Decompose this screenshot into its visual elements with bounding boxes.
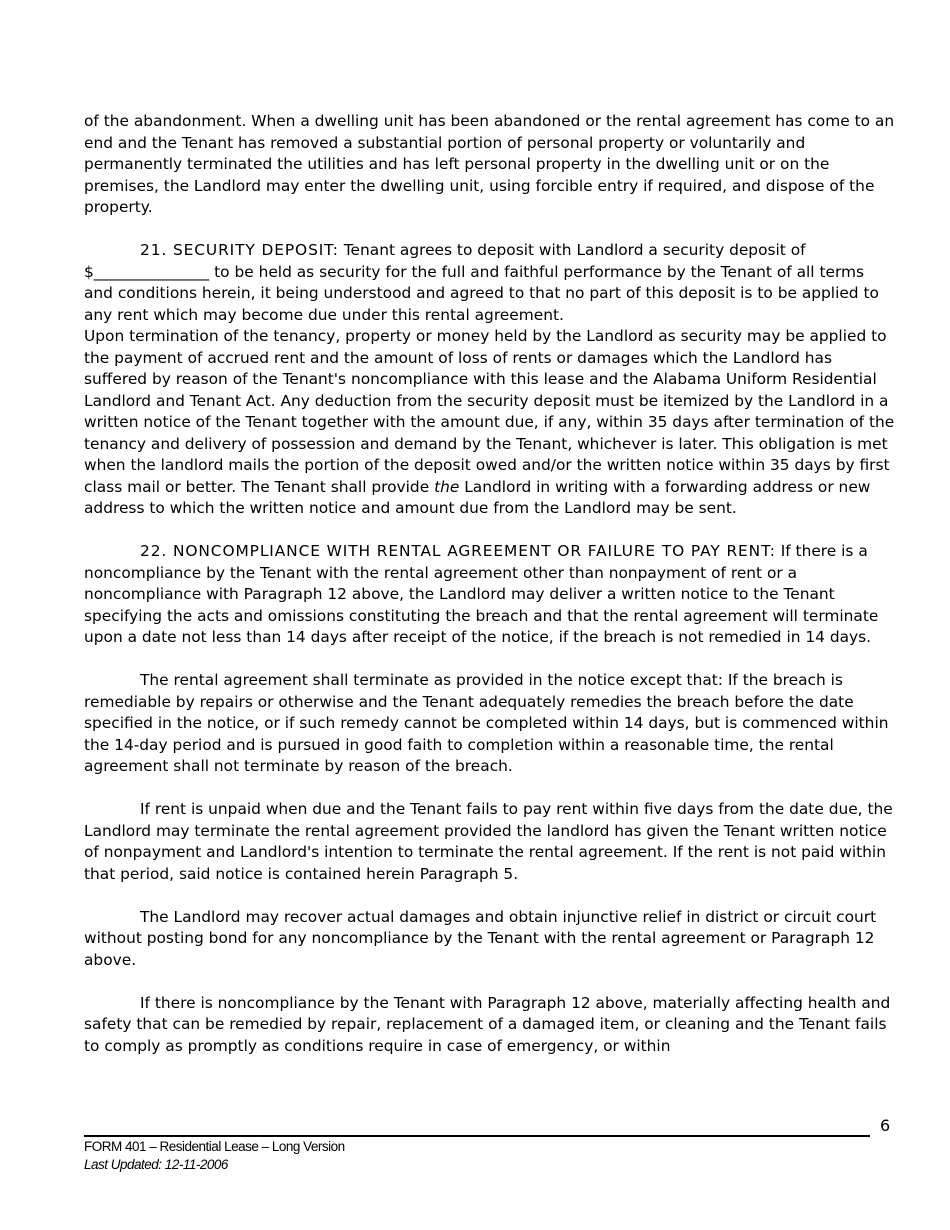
footer-last-updated: Last Updated: 12-11-2006 — [84, 1157, 228, 1172]
section-21-body: Upon termination of the tenancy, property or money held by the Landlord as security may be applied to the payment of accrued rent and the amount of loss of rents or damages which the Landlord has suffered by reason of the Tenant's noncompliance with this lease and the Alabama Uniform Residential Landlord and Tenant Act. Any deduction from the security deposit must be itemized by the Landlord in a written notice of the Tenant together with the amount due, if any, within 35 days after termination of the tenancy and delivery of possession and demand by the Tenant, whichever is later. This obligation is met when the landlord mails the portion of the deposit owed and/or the written notice within 35 days by first class mail or better. The Tenant shall provide — [84, 327, 895, 496]
section-21-intro: Tenant agrees to deposit with Landlord a security deposit of $_______________ to be held as security for the full and faithful performance by the Tenant of all terms and conditions herein, it being understood and agreed to that no part of this deposit is to be applied to any rent which may become due under this rental agreement. — [84, 241, 879, 324]
paragraph-text: The Landlord may recover actual damages and obtain injunctive relief in district or circuit court without posting bond for any noncompliance by the Tenant with the rental agreement or Paragraph 12 above. — [84, 907, 877, 969]
paragraph-21-termination — [84, 326, 896, 520]
paragraph-text: If there is noncompliance by the Tenant with Paragraph 12 above, materially affecting health and safety that can be remedied by repair, replacement of a damaged item, or cleaning and the Tenant fails to comply as promptly as conditions require in case of emergency, or within — [84, 993, 891, 1055]
paragraph-actual-damages — [84, 907, 896, 972]
paragraph-unpaid-rent — [84, 799, 896, 885]
paragraph-repair-noncompliance — [84, 993, 896, 1058]
paragraph-22-noncompliance — [84, 541, 896, 649]
paragraph-rental-termination — [84, 670, 896, 778]
section-21-body-end: Landlord in writing with a forwarding address or new address to which the written notice and amount due from the Landlord may be sent. — [84, 477, 871, 517]
section-21-heading: 21. SECURITY DEPOSIT: — [140, 241, 339, 259]
section-21-italic-word: the — [434, 477, 460, 496]
paragraph-text: If rent is unpaid when due and the Tenant fails to pay rent within five days from the date due, the Landlord may terminate the rental agreement provided the landlord has given the Tenant written notice of nonpayment and Landlord's intention to terminate the rental agreement. If the rent is not paid within that period, said notice is contained herein Paragraph 5. — [84, 800, 893, 883]
document-body — [84, 111, 896, 1057]
page-footer — [84, 1138, 345, 1174]
paragraph-abandonment-continuation — [84, 111, 896, 219]
paragraph-text: The rental agreement shall terminate as provided in the notice except that: If the breach is remediable by repairs or otherwise and the Tenant adequately remedies the breach before the date specified in the notice, or if such remedy cannot be completed within 14 days, but is commenced within the 14-day period and is pursued in good faith to completion within a reasonable time, the rental agreement shall not terminate by reason of the breach. — [84, 671, 889, 775]
section-22-text: If there is a noncompliance by the Tenant with the rental agreement other than nonpayment of rent or a noncompliance with Paragraph 12 above, the Landlord may deliver a written notice to the Tenant specifying the acts and omissions constituting the breach and that the rental agreement will terminate upon a date not less than 14 days after receipt of the notice, if the breach is not remedied in 14 days. — [84, 542, 879, 646]
footer-divider — [84, 1135, 870, 1137]
footer-form-title: FORM 401 – Residential Lease – Long Version — [84, 1139, 345, 1154]
paragraph-text: of the abandonment. When a dwelling unit has been abandoned or the rental agreement has come to an end and the Tenant has removed a substantial portion of personal property or voluntarily and permanently terminated the utilities and has left personal property in the dwelling unit or on the premises, the Landlord may enter the dwelling unit, using forcible entry if required, and dispose of the property. — [84, 112, 895, 216]
page-number: 6 — [880, 1116, 891, 1135]
paragraph-21-security-deposit — [84, 240, 896, 326]
section-22-heading: 22. NONCOMPLIANCE WITH RENTAL AGREEMENT OR FAILURE TO PAY RENT: — [140, 542, 776, 560]
